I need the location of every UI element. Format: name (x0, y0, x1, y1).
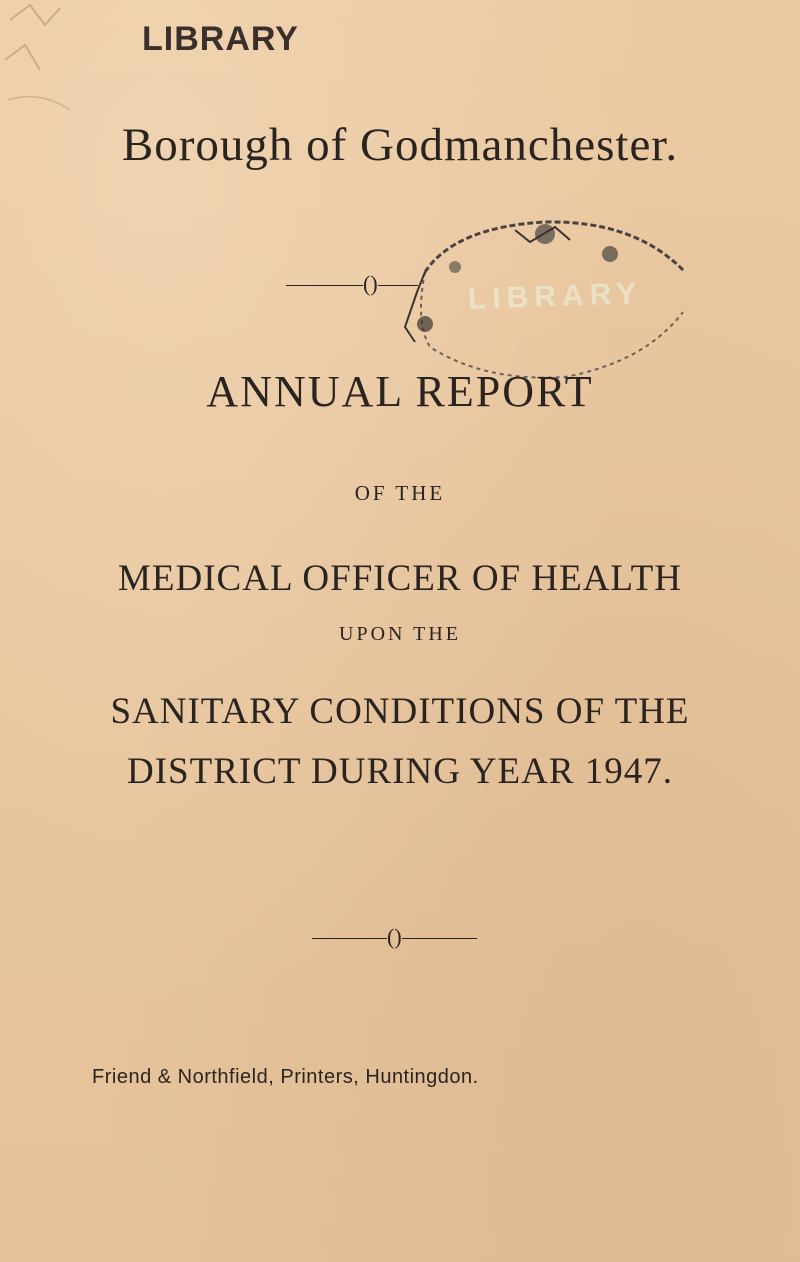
heading-medical-officer: MEDICAL OFFICER OF HEALTH (118, 558, 682, 599)
library-stamp-label: LIBRARY (142, 20, 299, 58)
separator-bottom (312, 924, 477, 950)
heading-district-year: DISTRICT DURING YEAR 1947. (126, 751, 674, 792)
heading-upon-the: UPON THE (339, 623, 461, 645)
library-seal-text: LIBRARY (467, 276, 643, 317)
ink-bleed-mark (0, 0, 160, 130)
printer-imprint: Friend & Northfield, Printers, Huntingdon. (92, 1066, 479, 1088)
heading-sanitary-conditions: SANITARY CONDITIONS OF THE (110, 691, 690, 732)
separator-mark: () (387, 924, 402, 949)
heading-annual-report: ANNUAL REPORT (206, 367, 594, 416)
separator-rule-left (312, 938, 387, 939)
separator-rule-right (402, 938, 477, 939)
separator-rule-left (286, 285, 363, 286)
separator-mark: () (363, 271, 378, 296)
document-title: Borough of Godmanchester. (121, 119, 679, 171)
heading-of-the: OF THE (354, 481, 446, 505)
